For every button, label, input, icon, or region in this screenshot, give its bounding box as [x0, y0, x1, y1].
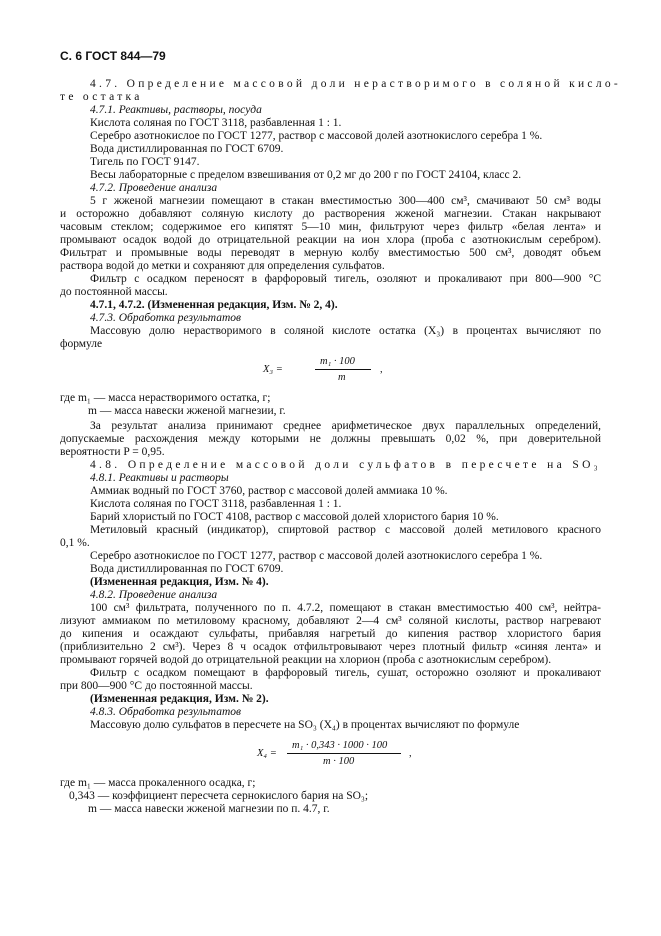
variable-definition: где m₁ — масса нерастворимого остатка, г;: [60, 392, 271, 404]
formula-x3-fraction-bar: [315, 369, 371, 370]
page-header: С. 6 ГОСТ 844—79: [60, 49, 166, 63]
section-4-7-title-cont: те остатка: [60, 91, 143, 103]
reagent-line: Серебро азотнокислое по ГОСТ 1277, раствор с массовой долей азотнокислого серебра 1 %.: [90, 550, 543, 562]
paragraph-line: лизуют аммиаком по метиловому красному, добавляют 2—4 см³ соляной кислоты, раствор нагревают: [60, 615, 601, 627]
reagent-line: Метиловый красный (индикатор), спиртовой раствор с массовой долей метилового красного: [90, 524, 601, 536]
paragraph-line: 100 см³ фильтрата, полученного по п. 4.7.2, помещают в стакан вместимостью 400 см³, нейтра-: [90, 602, 601, 614]
paragraph-line: промывают горячей водой до отрицательной реакции на хлорион (проба с азотнокислым серебром).: [60, 654, 552, 666]
paragraph-line: вероятности P = 0,95.: [60, 446, 165, 458]
paragraph-line: раствора водой до метки и сохраняют для определения сульфатов.: [60, 260, 385, 272]
subsection-4-8-2-heading: 4.8.2. Проведение анализа: [90, 589, 218, 601]
paragraph-line: Фильтр с осадком помещают в фарфоровый тигель, сушат, осторожно озоляют и прокаливают: [90, 667, 601, 679]
reagent-line: Весы лабораторные с пределом взвешивания от 0,2 мг до 200 г по ГОСТ 24104, класс 2.: [90, 169, 522, 181]
reagent-line: Серебро азотнокислое по ГОСТ 1277, раствор с массовой долей азотнокислого серебра 1 %.: [90, 130, 543, 142]
paragraph-line: до кипения и осаждают сульфаты, прибавляя нагретый до кипения раствор хлористого бария: [60, 628, 601, 640]
reagent-line: Тигель по ГОСТ 9147.: [90, 156, 200, 168]
formula-x3-lhs: X₃ =: [263, 364, 283, 375]
paragraph-line: Фильтр с осадком переносят в фарфоровый тигель, озоляют и прокаливают при 800—900 °С: [90, 273, 601, 285]
section-4-7-title: 4.7. Определение массовой доли нерастворимого в соляной кисло-: [90, 78, 622, 90]
formula-x4-denominator: m · 100: [323, 756, 355, 767]
amendment-note: 4.7.1, 4.7.2. (Измененная редакция, Изм. № 2, 4).: [90, 299, 338, 311]
formula-x4-numerator: m₁ · 0,343 · 1000 · 100: [292, 740, 388, 751]
reagent-line: Аммиак водный по ГОСТ 3760, раствор с массовой долей аммиака 10 %.: [90, 485, 448, 497]
subsection-4-7-3-heading: 4.7.3. Обработка результатов: [90, 312, 241, 324]
reagent-line: Вода дистиллированная по ГОСТ 6709.: [90, 143, 284, 155]
subsection-4-8-1-heading: 4.8.1. Реактивы и растворы: [90, 472, 229, 484]
paragraph-line: при 800—900 °С до постоянной массы.: [60, 680, 253, 692]
reagent-line: Кислота соляная по ГОСТ 3118, разбавленная 1 : 1.: [90, 117, 342, 129]
paragraph-line: формуле: [60, 338, 103, 350]
paragraph-line: Массовую долю нерастворимого в соляной кислоте остатка (X₃) в процентах вычисляют по: [90, 325, 601, 337]
paragraph-line: За результат анализа принимают среднее арифметическое двух параллельных определений,: [90, 420, 601, 432]
paragraph-line: Массовую долю сульфатов в пересчете на SO₃ (X₄) в процентах вычисляют по формуле: [90, 719, 520, 731]
reagent-line: Кислота соляная по ГОСТ 3118, разбавленная 1 : 1.: [90, 498, 342, 510]
formula-x4-comma: ,: [409, 748, 412, 759]
reagent-line: Барий хлористый по ГОСТ 4108, раствор с массовой долей хлористого бария 10 %.: [90, 511, 499, 523]
variable-definition: m — масса навески жженой магнезии, г.: [88, 405, 286, 417]
formula-x3-denominator: m: [338, 372, 346, 383]
reagent-line: 0,1 %.: [60, 537, 90, 549]
paragraph-line: часовым стеклом; содержимое его кипятят 5—10 мин, фильтруют через фильтр «белая лента» и: [60, 221, 601, 233]
paragraph-line: до постоянной массы.: [60, 286, 168, 298]
paragraph-line: 5 г жженой магнезии помещают в стакан вместимостью 300—400 см³, смачивают 50 см³ воды: [90, 195, 601, 207]
subsection-4-7-2-heading: 4.7.2. Проведение анализа: [90, 182, 218, 194]
variable-definition: m — масса навески жженой магнезии по п. 4.7, г.: [88, 803, 330, 815]
section-4-8-title: 4.8. Определение массовой доли сульфатов в пересчете на SO₃: [90, 459, 601, 471]
subsection-4-8-3-heading: 4.8.3. Обработка результатов: [90, 706, 241, 718]
paragraph-line: допускаемые расхождения между которыми не должны превышать 0,02 %, при доверительной: [60, 433, 601, 445]
variable-definition: 0,343 — коэффициент пересчета сернокислого бария на SO₃;: [69, 790, 369, 802]
formula-x4-fraction-bar: [287, 753, 401, 754]
reagent-line: Вода дистиллированная по ГОСТ 6709.: [90, 563, 284, 575]
formula-x3-comma: ,: [380, 364, 383, 375]
paragraph-line: Фильтрат и промывные воды переводят в мерную колбу вместимостью 500 см³, доводят объем: [60, 247, 601, 259]
paragraph-line: промывают осадок водой до отрицательной реакции на ион хлора (проба с азотнокислым серебром).: [60, 234, 601, 246]
paragraph-line: (приблизительно 2 см³). Через 8 ч осадок отфильтровывают через плотный фильтр «синяя лента» и: [60, 641, 601, 653]
variable-definition: где m₁ — масса прокаленного осадка, г;: [60, 777, 256, 789]
subsection-4-7-1-heading: 4.7.1. Реактивы, растворы, посуда: [90, 104, 262, 116]
amendment-note: (Измененная редакция, Изм. № 2).: [90, 693, 269, 705]
amendment-note: (Измененная редакция, Изм. № 4).: [90, 576, 269, 588]
formula-x4-lhs: X₄ =: [257, 748, 277, 759]
formula-x3-numerator: m₁ · 100: [320, 356, 355, 367]
paragraph-line: и осторожно добавляют соляную кислоту до растворения жженой магнезии. Стакан накрывают: [60, 208, 601, 220]
